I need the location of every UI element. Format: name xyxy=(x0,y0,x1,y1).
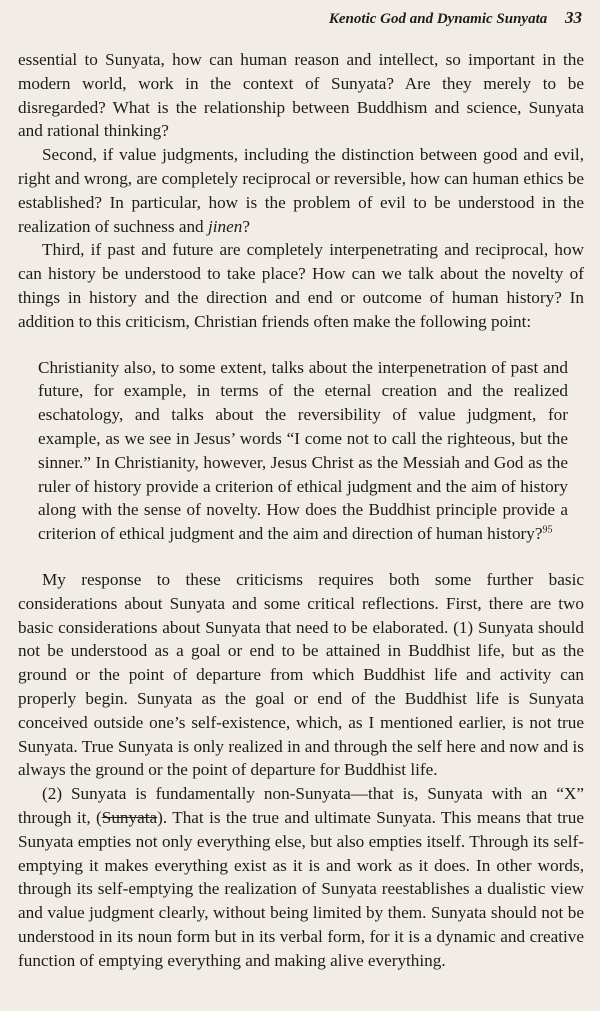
jinen-term: jinen xyxy=(207,216,243,236)
paragraph-5-rest: ). That is the true and ultimate Sunyata. This means that true Sunyata empties not only everything else, but also empties itself. Through its self-emptying it makes everything exist as it is and work as it does. In other words, through its self-emptying the realization of Sunyata reestablishes a dualistic view and value judgment clearly, without being limited by them. Sunyata should not be understood in its noun form but in its verbal form, for it is a dynamic and creative function of emptying everything and making alive everything. xyxy=(18,807,584,970)
paragraph-2-end: ? xyxy=(242,216,250,236)
page-number: 33 xyxy=(565,8,582,27)
crossed-sunyata: Sunyata xyxy=(101,807,158,827)
paragraph-5-text: (2) Sunyata is fundamentally non-Sunyata—that is, Sunyata with an “X” through it, ( xyxy=(18,784,584,827)
page-body xyxy=(18,48,584,972)
paragraph-3: Third, if past and future are completely interpenetrating and reciprocal, how can history be understood to take place? How can we talk about the novelty of things in history and the direction and end or outcome of human history? In addition to this criticism, Christian friends often make the following point: xyxy=(18,240,584,331)
paragraph-5 xyxy=(18,782,584,972)
running-header xyxy=(0,8,582,28)
footnote-marker: 95 xyxy=(542,524,553,536)
block-quote xyxy=(38,356,568,546)
block-quote-text: Christianity also, to some extent, talks about the interpenetration of past and future, for example, in terms of the eternal creation and the realized eschatology, and talks about the reversibility of value judgment, for example, as we see in Jesus’ words “I come not to call the righteous, but the sinner.” In Christianity, however, Jesus Christ as the Messiah and God as the ruler of history provide a criterion of ethical judgment and the aim of history along with the sense of novelty. How does the Buddhist principle provide a criterion of ethical judgment and the aim and direction of human history? xyxy=(38,357,568,544)
paragraph-2-text: Second, if value judgments, including the distinction between good and evil, right and wrong, are completely reciprocal or reversible, how can human ethics be established? In particular, how is the problem of evil to be understood in the realization of suchness and xyxy=(18,145,585,236)
paragraph-1: essential to Sunyata, how can human reason and intellect, so important in the modern world, work in the context of Sunyata? Are they merely to be disregarded? What is the relationship between Buddhism and science, Sunyata and rational thinking? xyxy=(18,50,584,141)
paragraph-2 xyxy=(18,143,584,238)
paragraph-4: My response to these criticisms requires both some further basic considerations about Sunyata and some critical reflections. First, there are two basic considerations about Sunyata that need to be elaborated. (1) Sunyata should not be understood as a goal or end to be attained in Buddhist life, but as the ground or the point of departure from which Buddhist life and activity can properly begin. Sunyata as the goal or end of the Buddhist life is Sunyata conceived outside one’s self-existence, which, as I mentioned earlier, is not true Sunyata. True Sunyata is only realized in and through the self here and now and is always the ground or the point of departure for Buddhist life. xyxy=(18,569,584,780)
running-title: Kenotic God and Dynamic Sunyata xyxy=(328,11,548,27)
